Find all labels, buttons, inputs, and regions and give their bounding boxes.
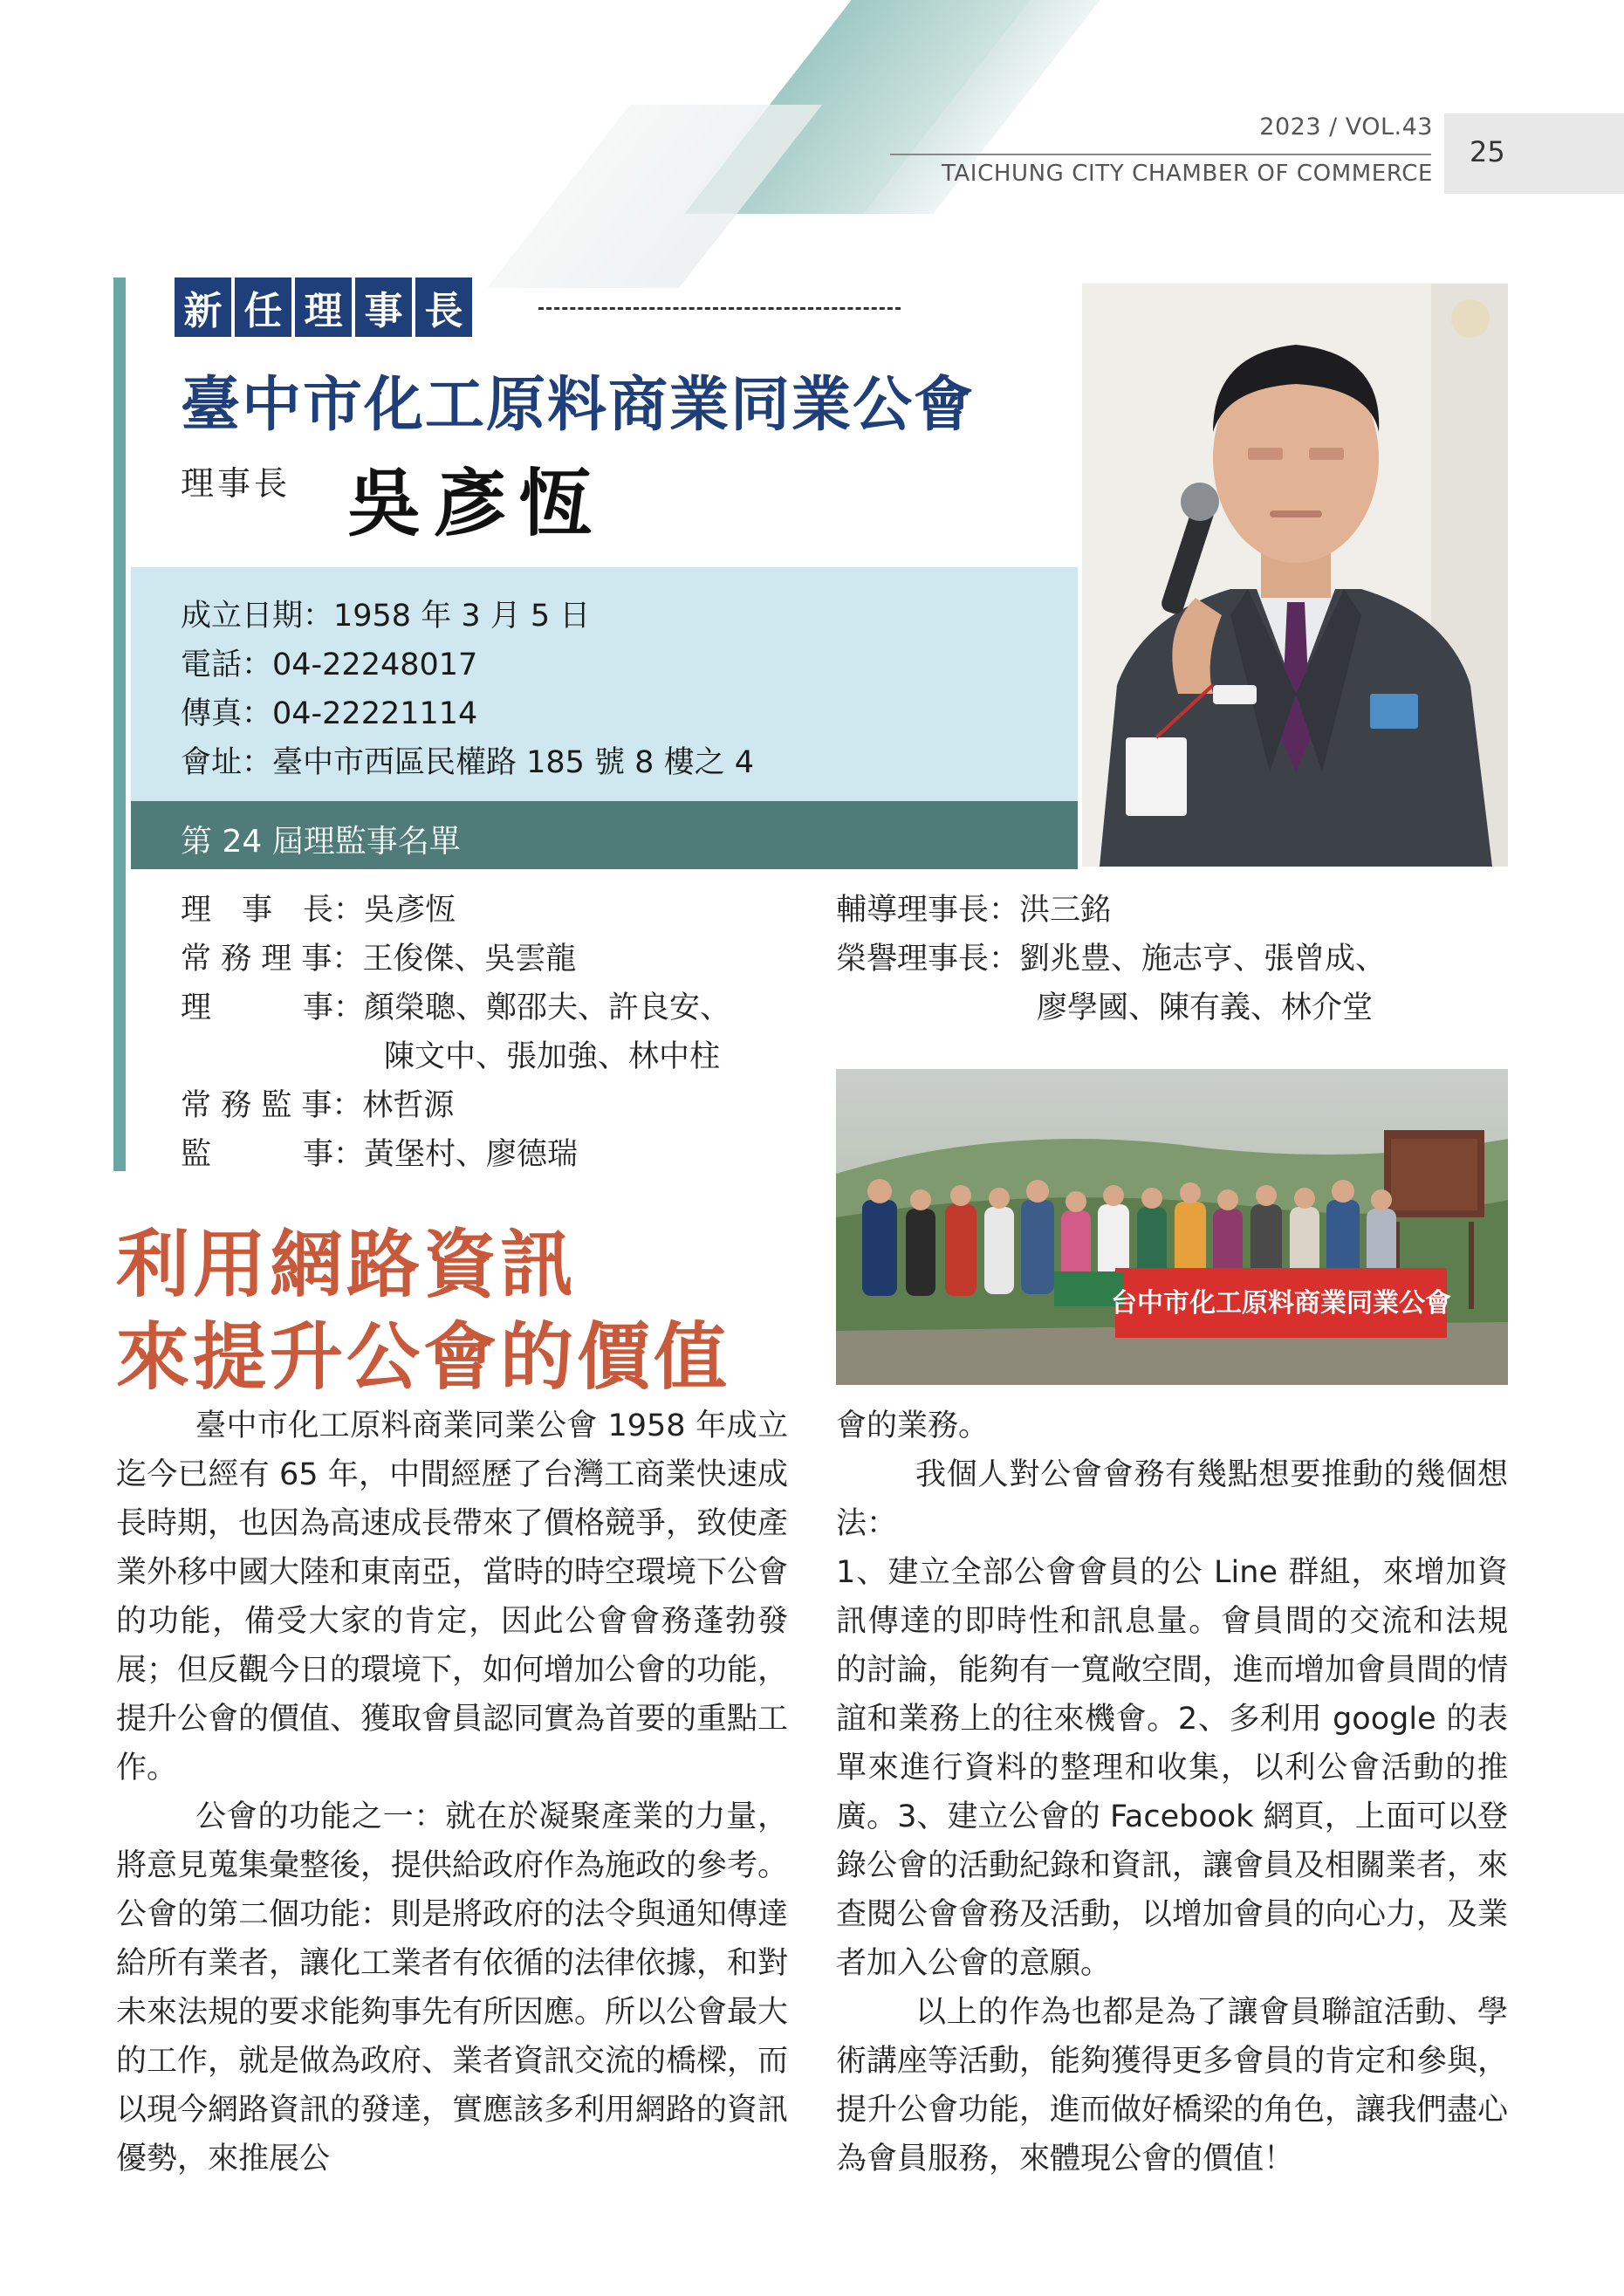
roster-names: 陳文中、張加強、林中柱 [384, 1039, 721, 1074]
roster-names: 劉兆豊、施志亨、張曾成、 [1019, 942, 1387, 977]
roster-role: 輔導理事長： [836, 893, 1020, 928]
roster-names: 廖學國、陳有義、林介堂 [1037, 990, 1374, 1025]
roster-names: 顏榮聰、鄭邵夫、許良安、 [364, 990, 731, 1025]
badge-char: 長 [415, 278, 472, 337]
roster-names: 林哲源 [362, 1088, 455, 1123]
chair-name: 吳彥恆 [347, 461, 605, 546]
roster-role: 理 事 長： [181, 893, 365, 928]
roster-row-continued [384, 1032, 720, 1076]
roster-row-continued [1037, 984, 1373, 1027]
banner-text: 台中市化工原料商業同業公會 [1111, 1288, 1451, 1319]
article-paragraph: 我個人對公會會務有幾點想要推動的幾個想法： [836, 1457, 1508, 1541]
roster-role: 常 務 理 事： [181, 942, 363, 977]
group-photo-illustration [836, 1069, 1508, 1385]
magazine-organization: TAICHUNG CITY CHAMBER OF COMMERCE [941, 161, 1433, 187]
chair-label: 理事長 [181, 464, 291, 503]
chairman-portrait [1082, 284, 1508, 867]
badge-char: 理 [295, 278, 352, 337]
portrait-illustration [1082, 284, 1508, 867]
roster-role: 監 事： [181, 1137, 365, 1172]
roster-row [181, 1081, 454, 1125]
badge-char: 新 [175, 278, 231, 337]
header-rule [890, 154, 1431, 155]
roster-row [836, 886, 1111, 929]
roster-row [181, 886, 456, 929]
article-title-line1: 利用網路資訊 [116, 1222, 578, 1307]
section-accent-bar [113, 278, 126, 1171]
article-paragraph: 以上的作為也都是為了讓會員聯誼活動、學術講座等活動，能夠獲得更多會員的肯定和參與，提升公會功能，進而做好橋梁的角色，讓我們盡心為會員服務，來體現公會的價值！ [836, 1995, 1509, 2176]
roster-row [181, 1130, 578, 1174]
badge-char: 任 [235, 278, 291, 337]
article-column-left [116, 1402, 788, 2183]
roster-names: 洪三銘 [1019, 893, 1112, 928]
article-paragraph: 公會的功能之一：就在於凝聚產業的力量，將意見蒐集彙整後，提供給政府作為施政的參考。公會的第二個功能：則是將政府的法令與通知傳達給所有業者，讓化工業者有依循的法律依據，和對未來法規的要求能夠事先有所因應。所以公會最大的工作，就是做為政府、業者資訊交流的橋樑，而以現今網路資訊的發達，實應該多利用網路的資訊優勢，來推展公 [116, 1799, 789, 2176]
organization-title: 臺中市化工原料商業同業公會 [181, 371, 976, 440]
badge-dashed-rule [538, 307, 901, 310]
roster-row [181, 935, 576, 978]
roster-names: 吳彥恆 [364, 893, 456, 928]
article-column-right [836, 1402, 1508, 2183]
fax-number: 傳真：04-22221114 [181, 696, 478, 731]
section-badge [175, 278, 472, 337]
roster-role: 理 事： [181, 990, 365, 1025]
roster-role: 常 務 監 事： [181, 1088, 363, 1123]
page-number: 25 [1470, 135, 1505, 168]
roster-names: 王俊傑、吳雲龍 [362, 942, 577, 977]
article-paragraph: 會的業務。 [836, 1408, 990, 1443]
article-title-line2: 來提升公會的價值 [116, 1314, 731, 1400]
roster-title: 第 24 屆理監事名單 [181, 824, 461, 860]
phone-number: 電話：04-22248017 [181, 648, 478, 682]
roster-row [836, 935, 1386, 978]
roster-row [181, 984, 730, 1027]
address: 會址：臺中市西區民權路 185 號 8 樓之 4 [181, 745, 754, 780]
founded-date: 成立日期：1958 年 3 月 5 日 [181, 599, 591, 634]
group-photo [836, 1069, 1508, 1385]
roster-names: 黃堡村、廖德瑞 [364, 1137, 579, 1172]
article-paragraph: 1、建立全部公會會員的公 Line 群組，來增加資訊傳達的即時性和訊息量。會員間的交流和法規 的討論，能夠有一寬敞空間，進而增加會員間的情誼和業務上的往來機會。2、多利用 google 的表單來進行資料的整理和收集，以利公會活動的推廣。3、建立公會的 Facebook 網頁，上面可以登錄公會的活動紀錄和資訊，讓會員及相關業者，來查閱公會會務及活動，以增加會員的向心力，及業者加入公會的意願。 [836, 1555, 1509, 1981]
issue-volume: 2023 / VOL.43 [1259, 113, 1433, 141]
article-paragraph: 臺中市化工原料商業同業公會 1958 年成立迄今已經有 65 年，中間經歷了台灣工商業快速成長時期，也因為高速成長帶來了價格競爭，致使產業外移中國大陸和東南亞，當時的時空環境下公會的功能，備受大家的肯定，因此公會會務蓬勃發展；但反觀今日的環境下，如何增加公會的功能，提升公會的價值、獲取會員認同實為首要的重點工作。 [116, 1408, 789, 1785]
badge-char: 事 [355, 278, 412, 337]
roster-role: 榮譽理事長： [836, 942, 1020, 977]
